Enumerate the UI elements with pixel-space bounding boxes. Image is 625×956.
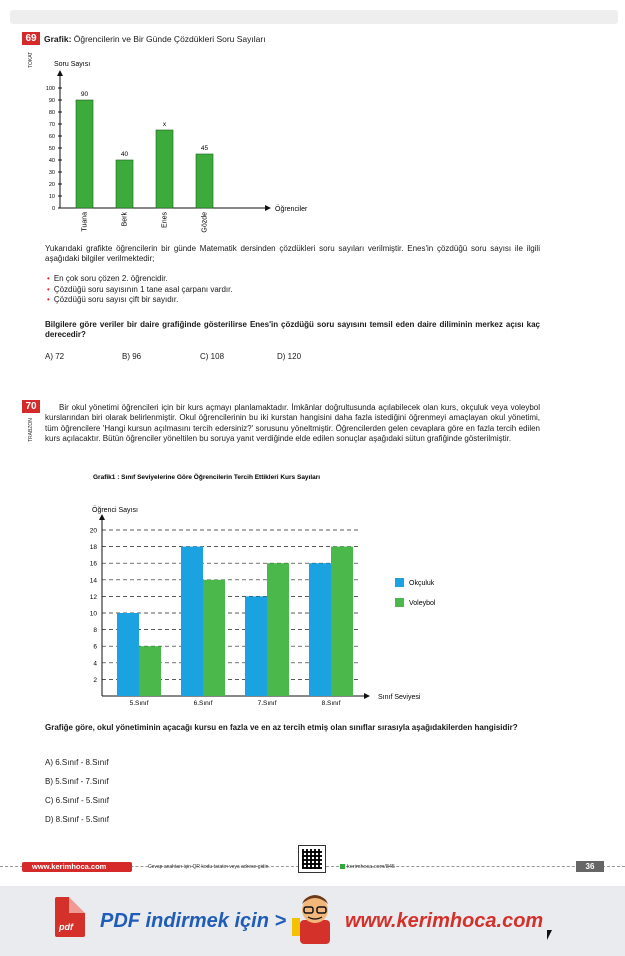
- choice-a[interactable]: A) 72: [45, 352, 65, 361]
- x-tick-label: 5.Sınıf: [129, 700, 149, 707]
- y-tick-label: 14: [89, 577, 97, 585]
- question-69-title: [44, 34, 266, 44]
- mascot-icon: [290, 890, 340, 945]
- y-tick-label: 16: [89, 560, 97, 568]
- bar-voleybol: [203, 580, 225, 696]
- y-tick-label: 20: [89, 527, 97, 535]
- x-axis-arrow: [265, 205, 271, 211]
- question-69-paragraph: Yukarıdaki grafikte öğrencilerin bir günde Matematik dersinden çözdükleri soru sayıları verilmiştir. Enes'in çözdüğü soru sayısı ile ilgili aşağıdaki bilgiler verilmektedir;: [45, 244, 540, 264]
- chart-70: [70, 468, 470, 713]
- y-tick-label: 100: [45, 86, 55, 92]
- pdf-label: pdf: [59, 922, 73, 932]
- chart-title: Grafik1 : Sınıf Seviyelerine Göre Öğrencilerin Tercih Ettikleri Kurs Sayıları: [93, 474, 321, 481]
- x-tick-label: Enes: [161, 212, 169, 228]
- title-prefix: Grafik:: [44, 34, 72, 44]
- y-axis-arrow: [99, 514, 105, 520]
- question-70-prompt: Grafiğe göre, okul yönetiminin açacağı kursu en fazla ve en az tercih etmiş olan sınıflar sırasıyla aşağıdakilerden hangisidir?: [45, 723, 518, 732]
- y-tick-label: 2: [93, 676, 97, 684]
- x-tick-label: Berk: [121, 212, 129, 227]
- bullet-item: • Çözdüğü soru sayısı çift bir sayıdır.: [47, 295, 233, 306]
- choice-c[interactable]: C) 6.Sınıf - 5.Sınıf: [45, 796, 110, 805]
- data-label: 40: [120, 151, 129, 158]
- bullet-item: • Çözdüğü soru sayısının 1 tane asal çarpanı vardır.: [47, 285, 233, 296]
- x-tick-label: 7.Sınıf: [257, 700, 277, 707]
- question-69-bullets: [47, 274, 233, 306]
- legend-swatch: [395, 598, 404, 607]
- y-tick-label: 0: [51, 206, 55, 212]
- y-tick-label: 30: [48, 170, 55, 176]
- question-69-prompt: Bilgilere göre veriler bir daire grafiğinde gösterilirse Enes'in çözdüğü soru sayısını temsil eden daire diliminin merkez açısı kaç derecedir?: [45, 320, 540, 340]
- bullet-item: • En çok soru çözen 2. öğrencidir.: [47, 274, 233, 285]
- bar-okçuluk: [181, 547, 203, 696]
- source-tag-69: TOKAT: [28, 51, 34, 68]
- bar-okçuluk: [245, 596, 267, 696]
- footer-brand-link[interactable]: www.kerimhoca.com: [22, 862, 132, 872]
- y-tick-label: 10: [89, 610, 97, 618]
- qr-code-icon: [298, 845, 326, 873]
- y-tick-label: 20: [48, 182, 55, 188]
- choice-c[interactable]: C) 108: [200, 352, 225, 361]
- pdf-file-icon: [55, 897, 85, 937]
- y-tick-label: 4: [93, 660, 97, 668]
- y-tick-label: 70: [48, 122, 55, 128]
- link-icon: [340, 864, 345, 869]
- y-tick-label: 60: [48, 134, 55, 140]
- data-label: 45: [200, 145, 209, 152]
- banner-site-link[interactable]: www.kerimhoca.com: [345, 910, 544, 932]
- y-tick-label: 6: [93, 643, 97, 651]
- data-label: x: [162, 121, 167, 128]
- legend-label: Okçuluk: [409, 580, 435, 587]
- x-axis-arrow: [364, 693, 370, 699]
- bar: [116, 160, 133, 208]
- bar: [196, 154, 213, 208]
- y-tick-label: 18: [89, 544, 97, 552]
- source-tag-70: TRABZON: [28, 418, 34, 442]
- x-tick-label: Tuana: [81, 212, 89, 232]
- y-tick-label: 90: [48, 98, 55, 104]
- y-tick-label: 8: [93, 627, 97, 635]
- bar-voleybol: [139, 646, 161, 696]
- question-70-paragraph: Bir okul yönetimi öğrencileri için bir kurs açmayı planlamaktadır. İmkânlar doğrultusunda açılabilecek olan kurs, okçuluk veya voleybol kurslarından biri olarak belirlenmiştir. Okul öğrencilerinin bu iki kurstan hangisini daha fazla istediğini öğrenmeyi amaçlayan okul yönetimi, tüm öğrencilere 'Hangi kursun açılmasını tercih edersiniz?' sorusunu yöneltmiştir. Öğrencilerden gelen cevaplara göre en fazla tercih edilen kurs açılacaktır. Bütün öğrenciler yöneltilen bu soruya yanıt verdiğinde elde edilen sonuçlar aşağıdaki sütun grafiğinde gösterilmiştir.: [45, 403, 540, 444]
- x-tick-label: 6.Sınıf: [193, 700, 213, 707]
- bar: [76, 100, 93, 208]
- y-axis-arrow: [57, 70, 63, 76]
- x-tick-label: Gözde: [201, 212, 209, 233]
- choice-d[interactable]: D) 120: [277, 352, 302, 361]
- footer-url[interactable]: [340, 864, 395, 870]
- y-tick-label: 12: [89, 593, 97, 601]
- choice-b[interactable]: B) 5.Sınıf - 7.Sınıf: [45, 777, 109, 786]
- title-text: Öğrencilerin ve Bir Günde Çözdükleri Soru Sayıları: [71, 34, 266, 44]
- x-axis-label: Sınıf Seviyesi: [378, 694, 421, 701]
- bar-okçuluk: [309, 563, 331, 696]
- footer-url-text: kerimhoca.com/845: [347, 864, 395, 870]
- y-axis-label: Öğrenci Sayısı: [92, 507, 138, 514]
- x-axis-label: Öğrenciler: [275, 206, 308, 213]
- chart-69: [30, 48, 310, 238]
- legend-swatch: [395, 578, 404, 587]
- top-bar: [10, 10, 618, 24]
- question-number-70: 70: [22, 400, 40, 413]
- data-label: 90: [80, 91, 89, 98]
- y-tick-label: 10: [48, 194, 55, 200]
- footer-qr-note: Cevap anahtarı için QR kodu taratın veya adrese gidin.: [148, 864, 270, 870]
- choice-a[interactable]: A) 6.Sınıf - 8.Sınıf: [45, 758, 109, 767]
- bar: [156, 130, 173, 208]
- y-tick-label: 80: [48, 110, 55, 116]
- bar-voleybol: [331, 547, 353, 696]
- choice-b[interactable]: B) 96: [122, 352, 142, 361]
- y-tick-label: 50: [48, 146, 55, 152]
- y-tick-label: 40: [48, 158, 55, 164]
- y-axis-label: Soru Sayısı: [54, 61, 91, 68]
- legend-label: Voleybol: [409, 600, 436, 607]
- mouse-cursor-icon: [547, 930, 552, 940]
- banner-download-text[interactable]: PDF indirmek için >: [100, 910, 287, 932]
- choice-d[interactable]: D) 8.Sınıf - 5.Sınıf: [45, 815, 110, 824]
- bar-okçuluk: [117, 613, 139, 696]
- question-number-69: 69: [22, 32, 40, 45]
- page-number: 36: [576, 861, 604, 872]
- x-tick-label: 8.Sınıf: [321, 700, 341, 707]
- bar-voleybol: [267, 563, 289, 696]
